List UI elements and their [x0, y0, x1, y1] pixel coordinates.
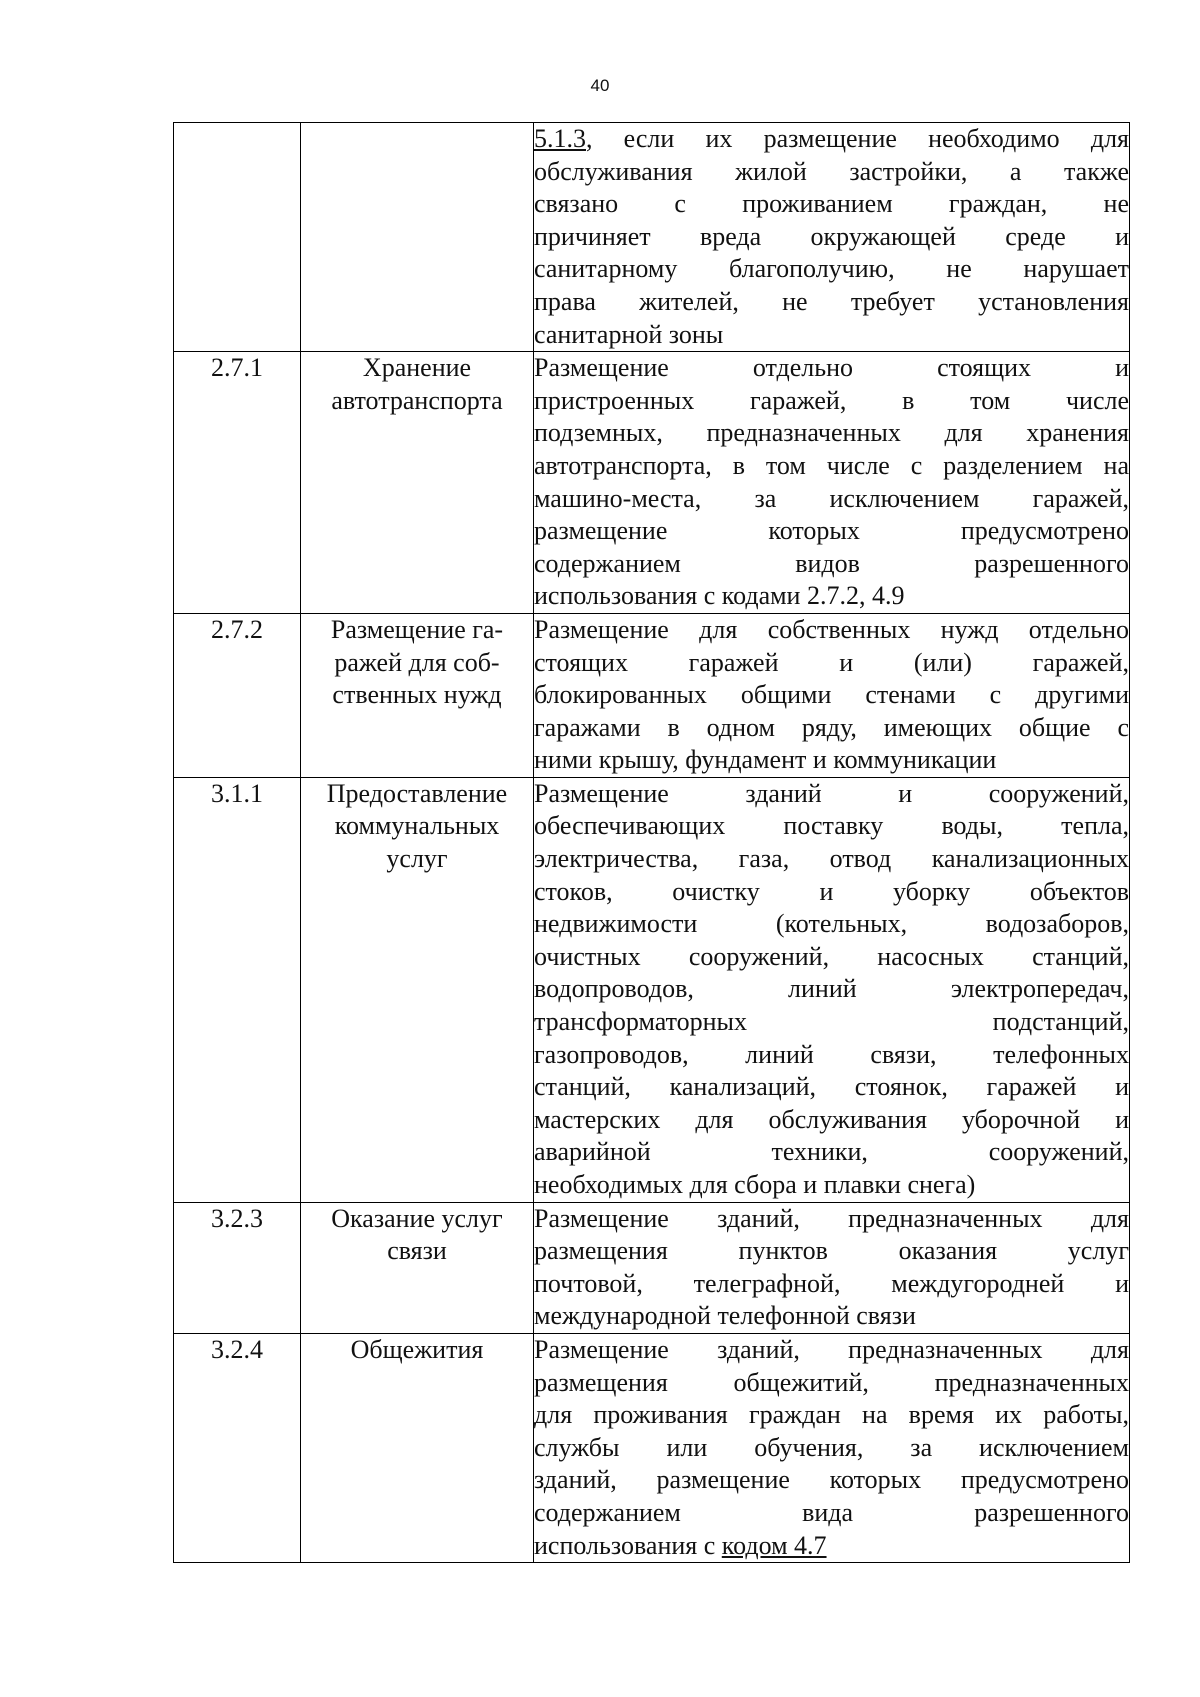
description-text: подземных, предназначенных для хранения — [534, 418, 1129, 448]
description-line — [534, 712, 1129, 745]
use-description — [534, 1202, 1130, 1333]
description-text: стоящих гаражей и (или) гаражей, — [534, 647, 1129, 677]
description-line — [534, 1136, 1129, 1169]
description-line — [534, 1039, 1129, 1072]
use-name-line: ражей для соб- — [334, 647, 500, 677]
description-line — [534, 123, 1129, 156]
description-line — [534, 1300, 1129, 1333]
description-text: использования с кодами 2.7.2, 4.9 — [534, 581, 905, 611]
description-text: службы или обучения, за исключением — [534, 1432, 1129, 1462]
description-text: пристроенных гаражей, в том числе — [534, 385, 1129, 415]
use-name-line: Хранение — [362, 353, 472, 383]
use-name-line: Размещение га- — [330, 614, 504, 644]
use-name — [301, 1202, 534, 1333]
description-text: ними крышу, фундамент и коммуникации — [534, 745, 997, 775]
description-line — [534, 483, 1129, 516]
description-line — [534, 1399, 1129, 1432]
table-row — [174, 1202, 1130, 1333]
description-text: причиняет вреда окружающей среде и — [534, 221, 1129, 251]
description-line — [534, 1432, 1129, 1465]
description-line — [534, 1497, 1129, 1530]
use-name-line: ственных нужд — [332, 680, 502, 710]
description-text: почтовой, телеграфной, междугородней и — [534, 1268, 1129, 1298]
description-line — [534, 1203, 1129, 1236]
description-text: Размещение отдельно стоящих и — [534, 353, 1129, 383]
description-text: размещение которых предусмотрено — [534, 516, 1129, 546]
use-description — [534, 123, 1130, 352]
description-line — [534, 385, 1129, 418]
description-text: газопроводов, линий связи, телефонных — [534, 1039, 1129, 1069]
description-line — [534, 319, 1129, 352]
description-text: санитарной зоны — [534, 319, 724, 349]
description-text: Размещение зданий и сооружений, — [534, 778, 1129, 808]
table-row — [174, 352, 1130, 614]
use-description — [534, 1333, 1130, 1562]
description-line — [534, 1530, 1129, 1563]
use-name — [301, 123, 534, 352]
table-row — [174, 1333, 1130, 1562]
description-line — [534, 614, 1129, 647]
use-code: 2.7.2 — [174, 613, 301, 777]
description-line — [534, 647, 1129, 680]
description-text: необходимых для сбора и плавки снега) — [534, 1170, 976, 1199]
description-line — [534, 778, 1129, 811]
description-text: права жителей, не требует установления — [534, 286, 1129, 316]
description-line — [534, 1071, 1129, 1104]
description-line — [534, 352, 1129, 385]
use-name — [301, 613, 534, 777]
description-line — [534, 973, 1129, 1006]
description-line — [534, 1235, 1129, 1268]
description-line — [534, 843, 1129, 876]
table-row — [174, 777, 1130, 1202]
description-text: для проживания граждан на время их работы, — [534, 1400, 1129, 1430]
description-line — [534, 1169, 1129, 1202]
code-reference-link[interactable]: 5.1.3 — [534, 124, 586, 153]
use-name — [301, 352, 534, 614]
use-code — [174, 123, 301, 352]
description-line — [534, 286, 1129, 319]
description-text: блокированных общими стенами с другими — [534, 680, 1129, 710]
description-line — [534, 417, 1129, 450]
description-text: содержанием вида разрешенного — [534, 1497, 1129, 1527]
description-text: международной телефонной связи — [534, 1301, 916, 1331]
description-line — [534, 1464, 1129, 1497]
description-text: санитарному благополучию, не нарушает — [534, 254, 1129, 284]
description-text: недвижимости (котельных, водозаборов, — [534, 909, 1129, 939]
description-line — [534, 744, 1129, 777]
description-text: станций, канализаций, стоянок, гаражей и — [534, 1072, 1129, 1102]
table-row — [174, 613, 1130, 777]
use-name-line: Оказание услуг — [331, 1203, 503, 1233]
description-text: автотранспорта, в том числе с разделением на — [534, 450, 1129, 480]
description-line — [534, 876, 1129, 909]
description-text: использования с — [534, 1530, 722, 1560]
use-name — [301, 1333, 534, 1562]
description-line — [534, 580, 1129, 613]
description-line — [534, 188, 1129, 221]
use-name-line: автотранспорта — [331, 385, 503, 415]
use-code: 3.2.4 — [174, 1333, 301, 1562]
description-text: размещения общежитий, предназначенных — [534, 1367, 1129, 1397]
description-line — [534, 1367, 1129, 1400]
description-line — [534, 253, 1129, 286]
description-line — [534, 1334, 1129, 1367]
description-text: стоков, очистку и уборку объектов — [534, 876, 1129, 906]
description-text: Размещение для собственных нужд отдельно — [534, 614, 1129, 644]
use-name-line: Общежития — [350, 1334, 484, 1364]
description-text: Размещение зданий, предназначенных для — [534, 1203, 1129, 1233]
description-line — [534, 450, 1129, 483]
description-line — [534, 1268, 1129, 1301]
description-line — [534, 1104, 1129, 1137]
description-line — [534, 515, 1129, 548]
description-text: размещения пунктов оказания услуг — [534, 1236, 1129, 1266]
use-description — [534, 613, 1130, 777]
description-line — [534, 1006, 1129, 1039]
description-text: машино-места, за исключением гаражей, — [534, 483, 1129, 513]
description-line — [534, 156, 1129, 189]
use-name-line: услуг — [386, 844, 448, 874]
description-text: аварийной техники, сооружений, — [534, 1137, 1129, 1167]
description-line — [534, 908, 1129, 941]
description-text: очистных сооружений, насосных станций, — [534, 941, 1129, 971]
description-text: связано с проживанием граждан, не — [534, 189, 1129, 219]
use-description — [534, 777, 1130, 1202]
code-reference-link[interactable]: кодом 4.7 — [721, 1530, 827, 1560]
description-line — [534, 810, 1129, 843]
use-name — [301, 777, 534, 1202]
description-text: содержанием видов разрешенного — [534, 548, 1129, 578]
use-name-line: Предоставление — [326, 778, 508, 808]
description-text: водопроводов, линий электропередач, — [534, 974, 1129, 1004]
description-text: электричества, газа, отвод канализационных — [534, 844, 1129, 874]
description-line — [534, 221, 1129, 254]
use-description — [534, 352, 1130, 614]
description-text: , если их размещение необходимо для — [586, 124, 1129, 153]
description-text: Размещение зданий, предназначенных для — [534, 1334, 1129, 1364]
description-line — [534, 941, 1129, 974]
use-name-line: связи — [387, 1236, 447, 1266]
description-text: трансформаторных подстанций, — [534, 1007, 1129, 1037]
description-text: мастерских для обслуживания уборочной и — [534, 1104, 1129, 1134]
use-name-line: коммунальных — [334, 811, 500, 841]
description-line — [534, 679, 1129, 712]
use-code: 2.7.1 — [174, 352, 301, 614]
description-text: обслуживания жилой застройки, а также — [534, 156, 1129, 186]
description-text: зданий, размещение которых предусмотрено — [534, 1465, 1129, 1495]
table-row — [174, 123, 1130, 352]
page-number: 40 — [590, 76, 610, 95]
description-line — [534, 548, 1129, 581]
description-text: обеспечивающих поставку воды, тепла, — [534, 811, 1129, 841]
description-text: гаражами в одном ряду, имеющих общие с — [534, 712, 1129, 742]
use-code: 3.2.3 — [174, 1202, 301, 1333]
land-use-table — [173, 122, 1130, 1563]
use-code: 3.1.1 — [174, 777, 301, 1202]
